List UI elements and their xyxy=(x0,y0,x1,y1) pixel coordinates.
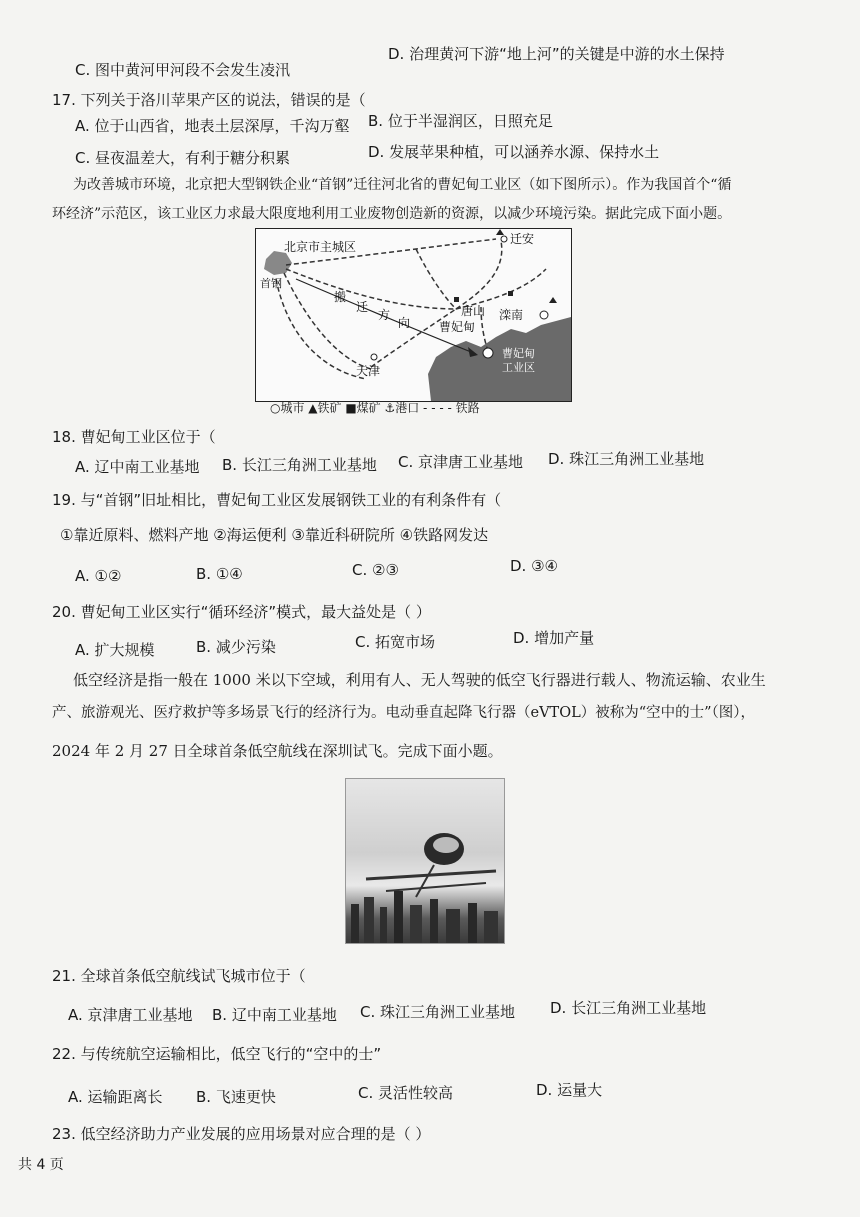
railway-line xyxy=(284,273,371,369)
intro2-line3: 2024 年 2 月 27 日全球首条低空航线在深圳试飞。完成下面小题。 xyxy=(52,742,503,760)
q21-option-c: C. 珠江三角洲工业基地 xyxy=(360,1003,516,1021)
map-label-beijing: 北京市主城区 xyxy=(284,240,357,254)
building xyxy=(430,899,438,943)
q22-option-a: A. 运输距离长 xyxy=(68,1088,163,1106)
map-drawing xyxy=(256,229,571,401)
port-marker xyxy=(540,311,548,319)
q22-option-b: B. 飞速更快 xyxy=(196,1088,276,1106)
beijing-area xyxy=(264,251,292,275)
q19-items: ①靠近原料、燃料产地 ②海运便利 ③靠近科研院所 ④铁路网发达 xyxy=(60,526,489,544)
q17-option-a: A. 位于山西省，地表土层深厚，千沟万壑 xyxy=(75,117,350,135)
q18-stem: 18. 曹妃甸工业区位于（ xyxy=(52,428,216,446)
q22-stem: 22. 与传统航空运输相比，低空飞行的“空中的士” xyxy=(52,1045,382,1063)
railway-line xyxy=(416,249,456,309)
q20-option-a: A. 扩大规模 xyxy=(75,641,155,659)
page-footer: 共 4 页 xyxy=(18,1157,64,1173)
q18-option-c: C. 京津唐工业基地 xyxy=(398,453,524,471)
map-label-move-4: 向 xyxy=(398,316,411,330)
q16-option-d: D. 治理黄河下游“地上河”的关键是中游的水土保持 xyxy=(388,45,725,63)
q20-option-c: C. 拓宽市场 xyxy=(355,633,436,651)
q20-option-d: D. 增加产量 xyxy=(513,629,595,647)
evtol-arm xyxy=(386,883,486,891)
q18-option-b: B. 长江三角洲工业基地 xyxy=(222,456,377,474)
railway-line xyxy=(456,241,502,309)
building xyxy=(484,911,498,943)
coal-mine-marker xyxy=(454,297,459,302)
relocation-map xyxy=(255,228,572,402)
coal-mine-marker xyxy=(508,291,513,296)
map-label-caofeidian: 曹妃甸 xyxy=(439,320,476,334)
q21-option-b: B. 辽中南工业基地 xyxy=(212,1006,337,1024)
q22-option-d: D. 运量大 xyxy=(536,1081,603,1099)
iron-mine-marker xyxy=(549,297,557,303)
evtol-photo xyxy=(345,778,505,944)
q20-stem: 20. 曹妃甸工业区实行“循环经济”模式，最大益处是（ ） xyxy=(52,603,431,621)
q19-option-b: B. ①④ xyxy=(196,565,243,583)
building xyxy=(446,909,460,943)
railway-line xyxy=(456,269,546,309)
q21-option-a: A. 京津唐工业基地 xyxy=(68,1006,193,1024)
city-marker-qianan xyxy=(501,236,507,242)
building xyxy=(364,897,374,943)
city-marker-tianjin xyxy=(371,354,377,360)
map-label-qianan: 迁安 xyxy=(510,232,535,246)
q16-option-c: C. 图中黄河甲河段不会发生凌汛 xyxy=(75,61,291,79)
q17-option-d: D. 发展苹果种植，可以涵养水源、保持水土 xyxy=(368,143,660,161)
q17-stem: 17. 下列关于洛川苹果产区的说法，错误的是（ xyxy=(52,91,366,109)
building xyxy=(380,907,387,943)
q17-option-c: C. 昼夜温差大，有利于糖分积累 xyxy=(75,149,291,167)
evtol-drawing xyxy=(346,779,504,943)
evtol-window xyxy=(433,837,459,853)
q21-stem: 21. 全球首条低空航线试飞城市位于（ xyxy=(52,967,306,985)
evtol-skid xyxy=(416,865,434,897)
map-label-move-1: 搬 xyxy=(334,290,347,304)
q19-option-d: D. ③④ xyxy=(510,557,558,575)
building xyxy=(468,903,477,943)
intro2-line2: 产、旅游观光、医疗救护等多场景飞行的经济行为。电动垂直起降飞行器（eVTOL）被称为“空中的士”（图）， xyxy=(52,705,756,721)
map-label-zone-2: 工业区 xyxy=(502,361,535,374)
map-legend: ○城市 ▲铁矿 ■煤矿 ⚓港口 - - - - 铁路 xyxy=(270,401,480,415)
intro2-line1: 低空经济是指一般在 1000 米以下空域，利用有人、无人驾驶的低空飞行器进行载人、物流运输、农业生 xyxy=(73,671,766,689)
q19-option-c: C. ②③ xyxy=(352,561,399,579)
q20-option-b: B. 减少污染 xyxy=(196,638,276,656)
building xyxy=(410,905,422,943)
q19-stem: 19. 与“首钢”旧址相比，曹妃甸工业区发展钢铁工业的有利条件有（ xyxy=(52,491,502,509)
q18-option-a: A. 辽中南工业基地 xyxy=(75,458,200,476)
q22-option-c: C. 灵活性较高 xyxy=(358,1084,454,1102)
q19-option-a: A. ①② xyxy=(75,567,122,585)
map-label-move-3: 方 xyxy=(378,308,391,322)
map-label-zone-1: 曹妃甸 xyxy=(502,347,535,360)
intro1-line1: 为改善城市环境，北京把大型钢铁企业“首钢”迁往河北省的曹妃甸工业区（如下图所示）。作为我国首个“循 xyxy=(73,177,732,193)
port-marker xyxy=(483,348,493,358)
map-label-shougang: 首钢 xyxy=(260,277,282,290)
iron-mine-marker xyxy=(496,229,504,235)
intro1-line2: 环经济”示范区，该工业区力求最大限度地利用工业废物创造新的资源，以减少环境污染。据此完成下面小题。 xyxy=(52,206,732,222)
building xyxy=(351,904,359,943)
q23-stem: 23. 低空经济助力产业发展的应用场景对应合理的是（ ） xyxy=(52,1125,431,1143)
railway-line xyxy=(286,269,456,309)
q21-option-d: D. 长江三角洲工业基地 xyxy=(550,999,707,1017)
map-label-move-2: 迁 xyxy=(356,300,369,314)
map-label-tianjin: 天津 xyxy=(356,364,381,378)
building xyxy=(394,891,403,943)
q18-option-d: D. 珠江三角洲工业基地 xyxy=(548,450,705,468)
map-label-luannan: 滦南 xyxy=(499,308,524,322)
q17-option-b: B. 位于半湿润区，日照充足 xyxy=(368,112,553,130)
map-label-tangshan: 唐山 xyxy=(461,304,486,318)
